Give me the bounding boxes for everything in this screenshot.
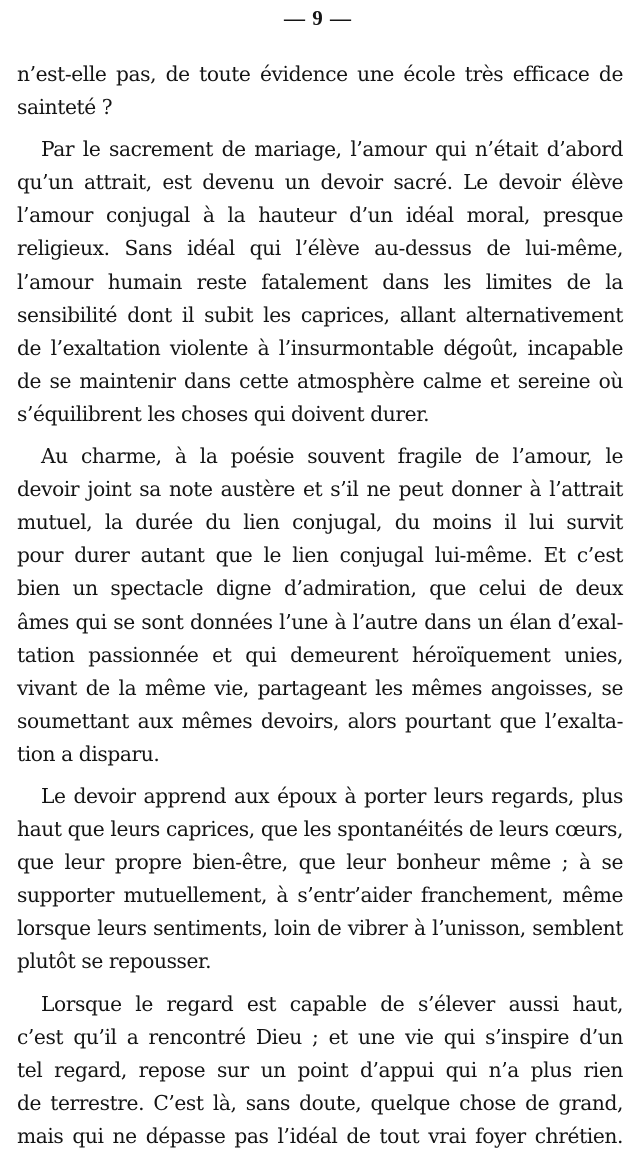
text-line: tion a disparu. <box>17 741 160 766</box>
text-line: âmes qui se sont données l’une à l’autre dans un élan d’exal- <box>17 609 623 634</box>
text-line: sensibilité dont il subit les caprices, allant alternativement <box>17 302 623 327</box>
text-line: lorsque leurs sentiments, loin de vibrer à l’unisson, semblent <box>17 916 623 941</box>
text-line: plutôt se repousser. <box>17 949 212 974</box>
text-line: pour durer autant que le lien conjugal lui-même. Et c’est <box>17 543 623 568</box>
text-line: de terrestre. C’est là, sans doute, quelque chose de grand, <box>17 1090 623 1115</box>
text-line: n’est-elle pas, de toute évidence une école très efficace de <box>17 62 623 86</box>
paragraph-2 <box>17 133 623 431</box>
text-line: tation passionnée et qui demeurent héroïquement unies, <box>17 642 623 667</box>
paragraph-3 <box>17 440 623 771</box>
text-line: Au charme, à la poésie souvent fragile de l’amour, le <box>41 444 623 469</box>
text-line: tel regard, repose sur un point d’appui qui n’a plus rien <box>17 1057 623 1082</box>
text-line: supporter mutuellement, à s’entr’aider franchement, même <box>17 883 623 908</box>
paragraph-5 <box>17 988 623 1153</box>
text-line: mais qui ne dépasse pas l’idéal de tout vrai foyer chrétien. <box>17 1123 623 1148</box>
text-line: l’amour conjugal à la hauteur d’un idéal moral, presque <box>17 203 623 228</box>
text-line: l’amour humain reste fatalement dans les limites de la <box>17 269 623 294</box>
body-text <box>17 58 623 1153</box>
text-line: bien un spectacle digne d’admiration, que celui de deux <box>17 576 623 601</box>
text-line: que leur propre bien-être, que leur bonheur même ; à se <box>17 850 623 875</box>
paragraph-1 <box>17 58 623 124</box>
text-line: Le devoir apprend aux époux à porter leurs regards, plus <box>41 783 623 808</box>
text-line: sainteté ? <box>17 95 113 120</box>
page-number: — 9 — <box>284 6 352 30</box>
text-line: devoir joint sa note austère et s’il ne peut donner à l’attrait <box>17 477 623 502</box>
paragraph-4 <box>17 780 623 979</box>
text-line: soumettant aux mêmes devoirs, alors pourtant que l’exalta- <box>17 708 623 733</box>
text-line: haut que leurs caprices, que les spontanéités de leurs cœurs, <box>17 817 623 842</box>
text-line: Par le sacrement de mariage, l’amour qui n’était d’abord <box>41 137 623 162</box>
text-line: de l’exaltation violente à l’insurmontable dégoût, incapable <box>17 335 623 360</box>
text-line: mutuel, la durée du lien conjugal, du moins il lui survit <box>17 510 623 535</box>
text-line: qu’un attrait, est devenu un devoir sacré. Le devoir élève <box>17 170 623 195</box>
text-line: vivant de la même vie, partageant les mêmes angoisses, se <box>17 675 623 700</box>
text-line: de se maintenir dans cette atmosphère calme et sereine où <box>17 368 623 393</box>
text-line: religieux. Sans idéal qui l’élève au-dessus de lui-même, <box>17 236 623 261</box>
text-line: s’équilibrent les choses qui doivent durer. <box>17 401 430 426</box>
text-line: Lorsque le regard est capable de s’élever aussi haut, <box>41 991 623 1016</box>
text-line: c’est qu’il a rencontré Dieu ; et une vie qui s’inspire d’un <box>17 1024 623 1049</box>
